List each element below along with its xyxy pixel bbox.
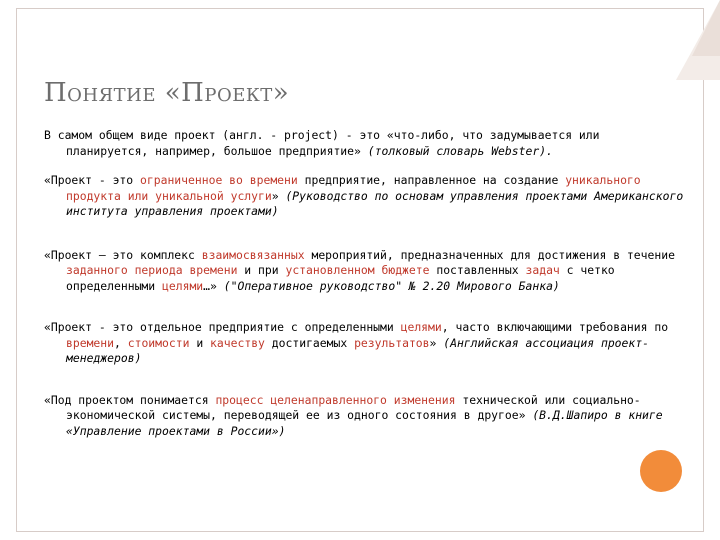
paragraph-worldbank [44,248,684,295]
source-citation: (Руководство по основам управления проектами Американского института управления проектами) [66,188,684,218]
slide-content [44,128,684,439]
paragraph-text: достигаемых [264,335,355,350]
corner-decoration [676,0,720,80]
highlighted-term: стоимости [127,335,190,350]
highlighted-term: качеству [210,335,265,350]
highlighted-term: процесс целенаправленного изменения [215,392,456,407]
paragraph-text: «Под проектом понимается [44,392,216,407]
orange-circle-decoration [640,450,682,492]
highlighted-term: результатов [354,335,430,350]
paragraph-text: «Проект - это [44,173,141,187]
paragraph-text: и при [237,263,286,277]
highlighted-term: ограниченное во времени [140,173,298,187]
paragraph-webster [44,128,684,159]
paragraph-shapiro [44,393,684,440]
paragraph-text: «Проект - это отдельное предприятие с определенными [44,320,401,334]
paragraph-text: » [429,335,444,350]
highlighted-term: целями [400,320,442,334]
paragraph-pmi [44,173,684,220]
source-citation: (В.Д.Шапиро в книге «Управление проектами в России») [66,408,663,438]
source-citation: ("Оперативное руководство" № 2.20 Мирового Банка) [223,278,560,293]
source-citation: (толковый словарь Webster). [367,143,553,158]
corner-triangle-inner [692,0,720,56]
paragraph-text: …» [203,278,224,293]
paragraph-text: » [271,188,286,203]
highlighted-term: заданного периода времени [66,263,238,277]
paragraph-text: с четко определенными [66,263,615,293]
paragraph-text: , часто включающими требования по [441,320,669,334]
paragraph-text: , [114,335,128,350]
highlighted-term: установленном бюджете [285,263,430,277]
paragraph-text: предприятие, направленное на создание [297,173,566,187]
highlighted-term: уникального продукта или уникальной услуги [66,173,641,203]
slide-title: Понятие «Проект» [44,78,290,108]
paragraph-text: и [189,335,211,350]
highlighted-term: целями [162,278,204,293]
paragraph-text: «Проект – это комплекс [44,247,202,262]
paragraph-apm [44,320,684,367]
paragraph-text: технической или социально-экономической системы, переводящей ее из одного состояния в другое» [66,392,641,422]
source-citation: (Английская ассоциация проект-менеджеров) [66,335,649,365]
paragraph-text: мероприятий, предназначенных для достижения в течение [304,247,675,262]
paragraph-text: В самом общем виде проект (англ. - project) - это «что-либо, что задумывается или планируется, например, большое предприятие» [44,128,600,158]
highlighted-term: задач [525,263,560,277]
highlighted-term: времени [66,335,115,350]
highlighted-term: взаимосвязанных [201,247,305,262]
paragraph-text: поставленных [429,263,526,277]
